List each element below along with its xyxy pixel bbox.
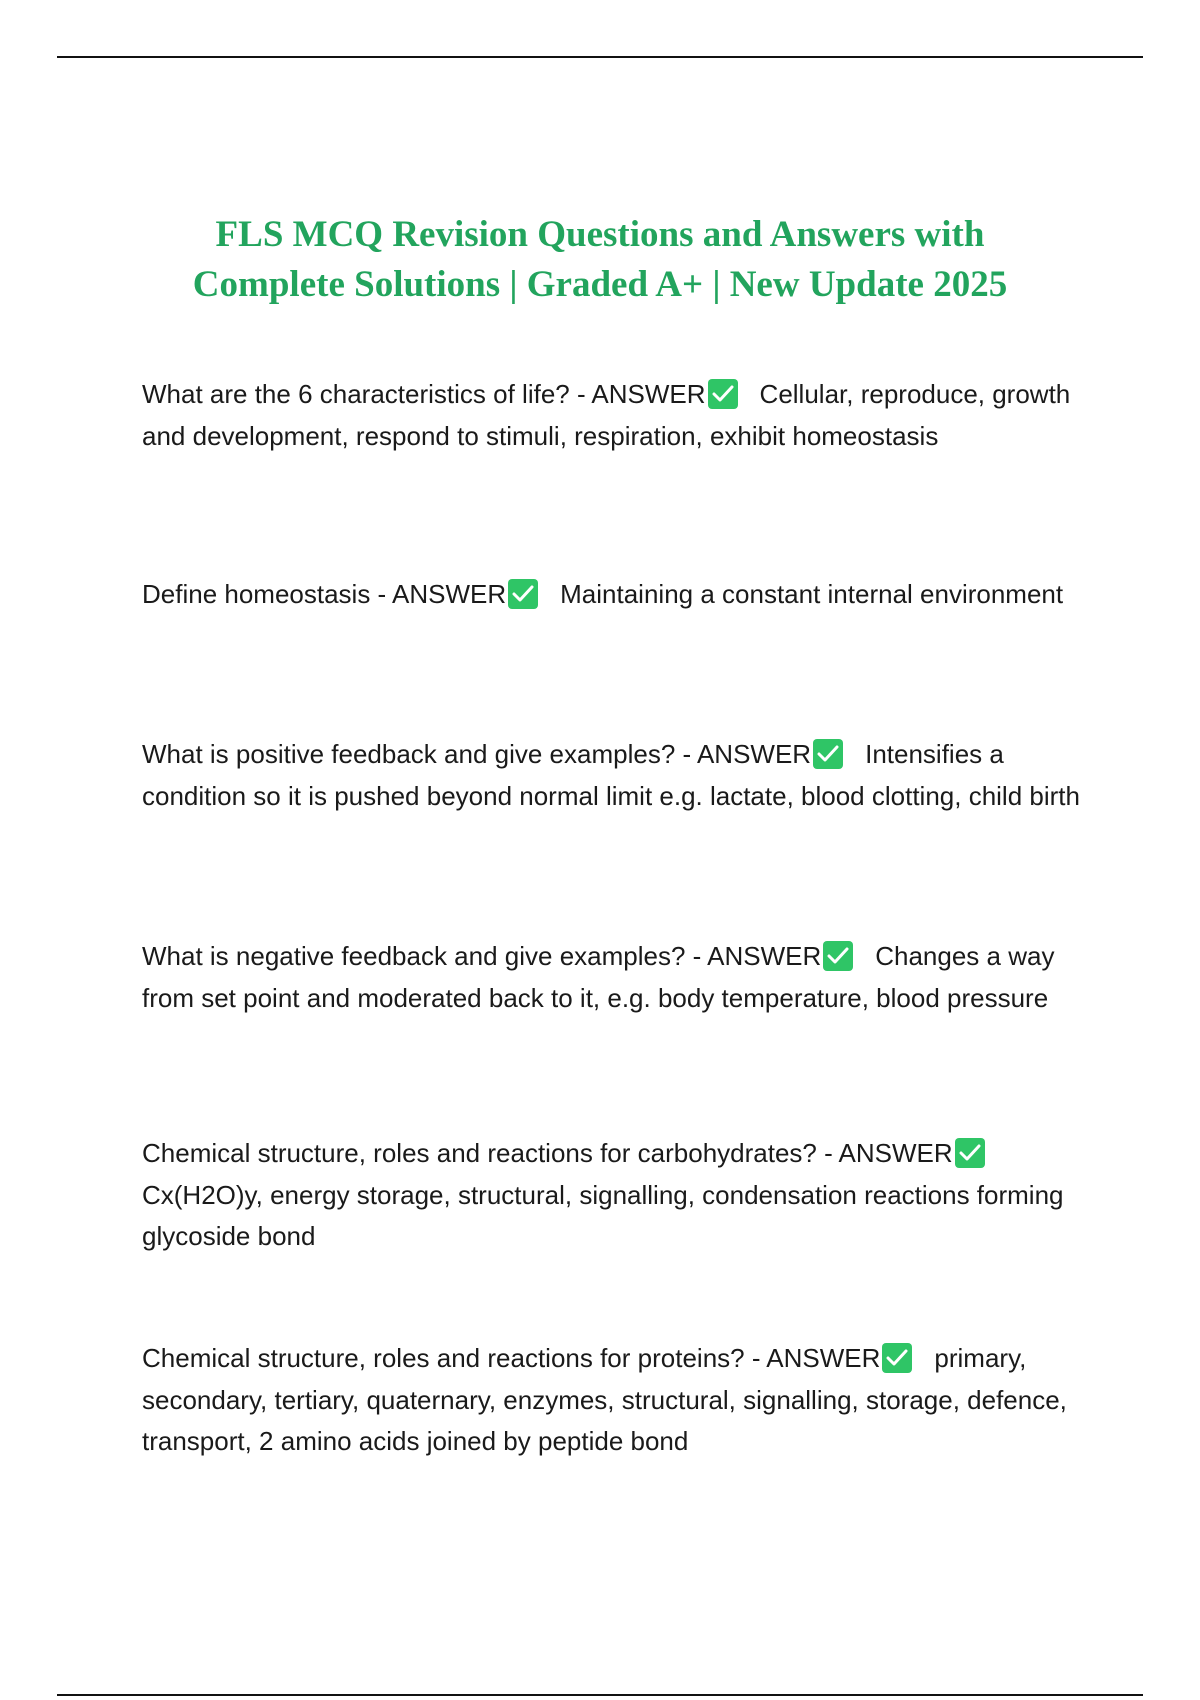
bottom-rule: [57, 1694, 1143, 1696]
answer-text: Cellular, reproduce, growth and development, respond to stimuli, respiration, exhibit homeostasis: [142, 379, 1071, 451]
qa-item: [142, 374, 1082, 457]
check-box-icon: [708, 379, 738, 409]
question-text: What are the 6 characteristics of life? - ANSWER: [142, 379, 706, 409]
check-box-icon: [823, 941, 853, 971]
question-text: Define homeostasis - ANSWER: [142, 579, 507, 609]
qa-item: [142, 574, 1063, 616]
title-line-2: Complete Solutions | Graded A+ | New Update 2025: [192, 264, 1008, 305]
question-text: Chemical structure, roles and reactions for proteins? - ANSWER: [142, 1343, 881, 1373]
qa-item: [142, 734, 1082, 817]
check-box-icon: [813, 739, 843, 769]
answer-text: primary, secondary, tertiary, quaternary, enzymes, structural, signalling, storage, defence, transport, 2 amino acids joined by peptide bond: [142, 1343, 1067, 1456]
check-box-icon: [508, 579, 538, 609]
check-box-icon: [882, 1343, 912, 1373]
qa-item: [142, 936, 1082, 1019]
answer-text: Changes a way from set point and moderated back to it, e.g. body temperature, blood pressure: [142, 941, 1055, 1013]
top-rule: [57, 56, 1143, 58]
document-title: [110, 210, 1090, 310]
qa-item: [142, 1338, 1082, 1463]
question-text: What is positive feedback and give examples? - ANSWER: [142, 739, 812, 769]
check-box-icon: [955, 1138, 985, 1168]
question-text: What is negative feedback and give examples? - ANSWER: [142, 941, 822, 971]
question-text: Chemical structure, roles and reactions for carbohydrates? - ANSWER: [142, 1138, 953, 1168]
title-line-1: FLS MCQ Revision Questions and Answers with: [215, 214, 985, 255]
answer-text: Cx(H2O)y, energy storage, structural, signalling, condensation reactions forming glycoside bond: [142, 1179, 1064, 1251]
qa-item: [142, 1133, 1082, 1258]
answer-text: Intensifies a condition so it is pushed beyond normal limit e.g. lactate, blood clotting, child birth: [142, 739, 1080, 811]
answer-text: Maintaining a constant internal environment: [560, 579, 1064, 609]
